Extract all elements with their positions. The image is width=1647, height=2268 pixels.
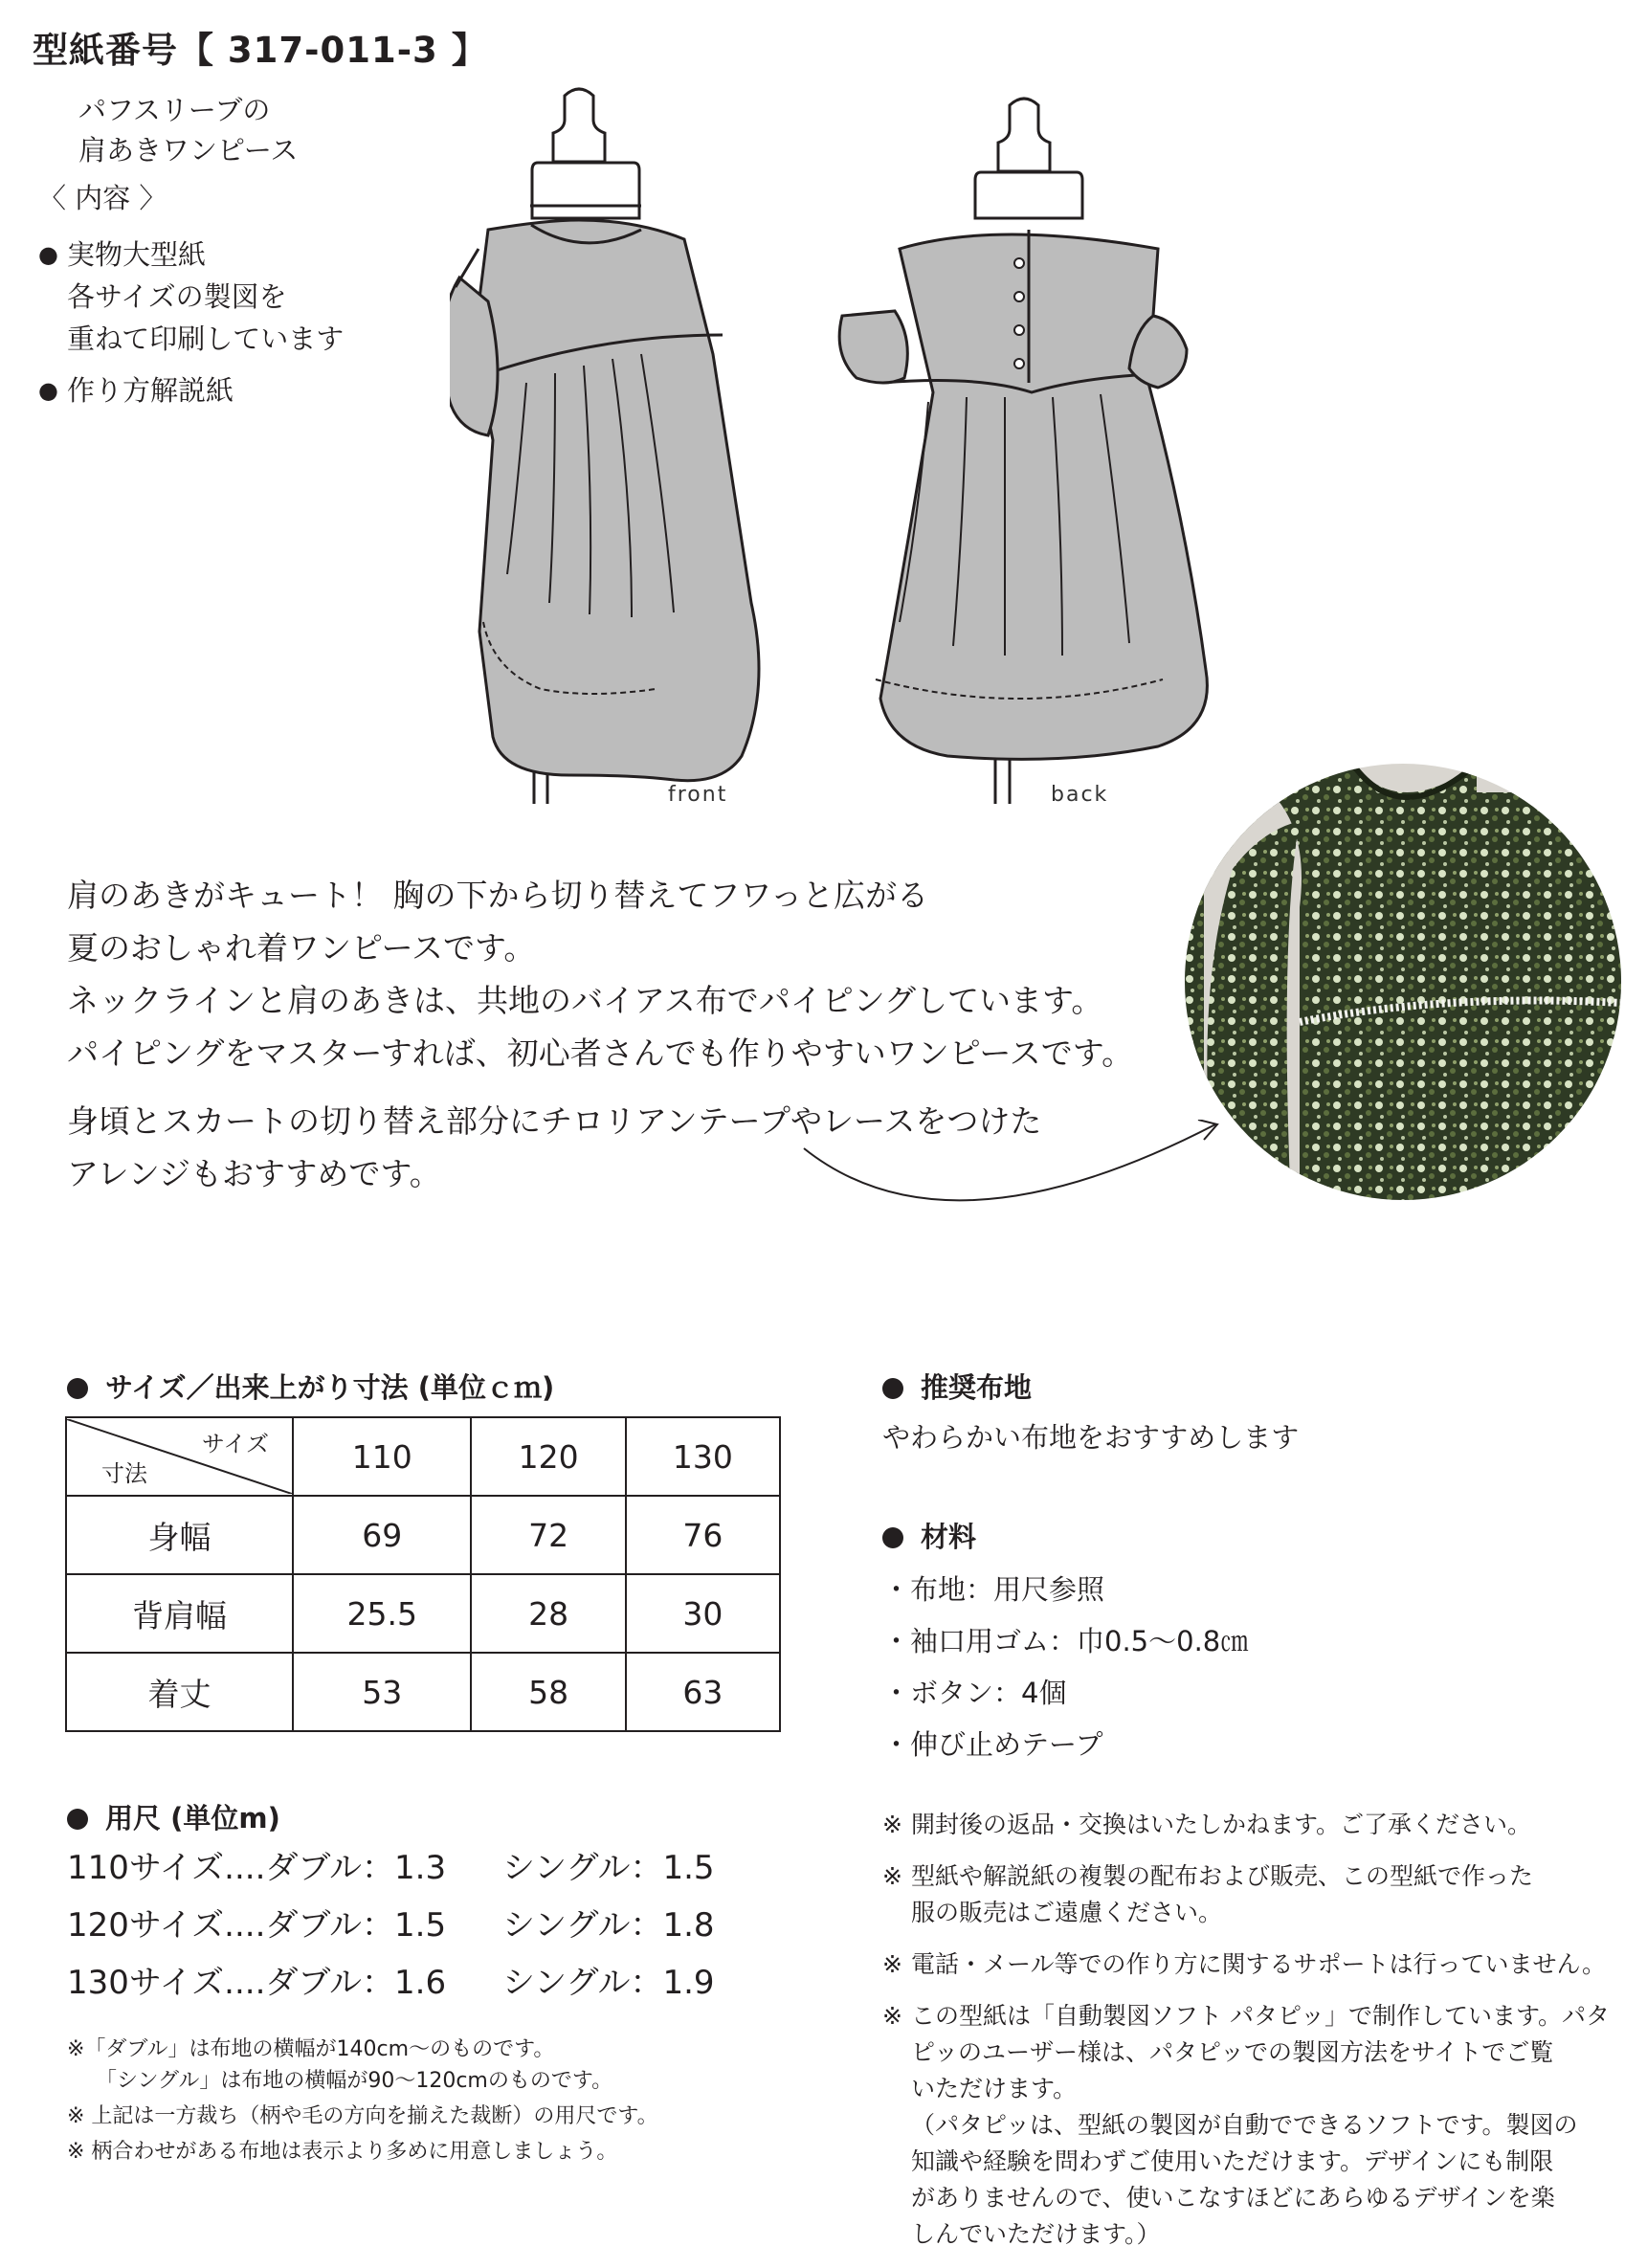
contents-line: 実物大型紙: [67, 238, 207, 271]
table-corner-cell: [66, 1417, 293, 1496]
product-name-line: 肩あきワンピース: [78, 134, 299, 167]
corner-measure-label: 寸法: [101, 1460, 147, 1487]
yardage-row: [67, 1954, 715, 2012]
size-heading-text: サイズ／出来上がり寸法 (単位ｃｍ): [105, 1371, 555, 1404]
notices: [882, 1807, 1610, 2268]
contents-line: 作り方解説紙: [67, 374, 234, 407]
yardage-double: 110サイズ....ダブル：1.3: [67, 1849, 447, 1887]
front-dress-illustration: [450, 86, 794, 813]
product-name: [78, 90, 298, 170]
table-cell: 53: [293, 1653, 471, 1731]
materials-heading-text: 材料: [921, 1521, 977, 1553]
fabric-heading: [882, 1367, 1032, 1406]
table-row: [66, 1653, 780, 1731]
notice-line: がありませんので、使いこなすほどにあらゆるデザインを楽: [911, 2184, 1555, 2212]
row-label: 身幅: [66, 1496, 293, 1574]
contents-heading: 〈 内容 〉: [38, 182, 167, 214]
yardage-row: [67, 1839, 715, 1897]
notice-item: [882, 1946, 1610, 1983]
bullet-icon: ●: [38, 241, 58, 268]
description-line: 夏のおしゃれ着ワンピースです。: [67, 929, 536, 967]
notice-line: 知識や経験を問わずご使用いただけます。デザインにも制限: [911, 2147, 1554, 2175]
column-header: 130: [626, 1417, 780, 1496]
notice-item: [882, 1998, 1610, 2253]
description-line: 肩のあきがキュート！ 胸の下から切り替えてフワっと広がる: [67, 877, 929, 914]
size-table: [65, 1416, 781, 1732]
bullet-icon: [882, 1527, 903, 1548]
yardage-list: [67, 1839, 715, 2012]
description-line: ネックラインと肩のあきは、共地のバイアス布でパイピングしています。: [67, 982, 1103, 1019]
page-title: 型紙番号【 317-011-3 】: [33, 30, 488, 71]
bullet-icon: [67, 1378, 88, 1399]
yardage-row: [67, 1897, 715, 1954]
yardage-note: ※「ダブル」は布地の横幅が140cm〜のものです。: [67, 2037, 555, 2061]
sample-photo: [1185, 764, 1621, 1200]
notice-item: [882, 1858, 1610, 1931]
table-cell: 63: [626, 1653, 780, 1731]
notice-mark: ※: [882, 2002, 902, 2030]
notice-mark: ※: [882, 1950, 902, 1978]
notice-mark: ※: [882, 1811, 902, 1838]
materials-item: ・布地：用尺参照: [882, 1573, 1105, 1606]
notice-line: この型紙は「自動製図ソフト パタピッ」で制作しています。パタ: [911, 2002, 1610, 2030]
materials-item: ・袖口用ゴム：巾0.5〜0.8㎝: [882, 1625, 1249, 1657]
notice-line: いただけます。: [911, 2075, 1078, 2102]
table-cell: 28: [471, 1574, 625, 1653]
notice-line: 電話・メール等での作り方に関するサポートは行っていません。: [911, 1950, 1607, 1978]
corner-size-label: サイズ: [201, 1431, 269, 1457]
notice-line: しんでいただけます。）: [911, 2220, 1161, 2248]
table-cell: 72: [471, 1496, 625, 1574]
yardage-note: ※ 柄合わせがある布地は表示より多めに用意しましょう。: [67, 2140, 618, 2164]
table-cell: 58: [471, 1653, 625, 1731]
notice-line: 服の販売はご遠慮ください。: [911, 1899, 1223, 1926]
contents-item: [38, 369, 344, 411]
back-dress-illustration: [823, 96, 1225, 813]
column-header: 120: [471, 1417, 625, 1496]
description-line: アレンジもおすすめです。: [67, 1155, 441, 1192]
bullet-icon: ●: [38, 377, 58, 404]
notice-line: ピッのユーザー様は、パタピッでの製図方法をサイトでご覧: [911, 2038, 1554, 2066]
contents-list: [38, 233, 344, 421]
contents-line: 重ねて印刷しています: [67, 322, 345, 355]
materials-heading: [882, 1516, 976, 1555]
yardage-heading: [67, 1797, 280, 1836]
description-line: パイピングをマスターすれば、初心者さんでも作りやすいワンピースです。: [67, 1034, 1134, 1072]
table-cell: 30: [626, 1574, 780, 1653]
notice-line: 型紙や解説紙の複製の配布および販売、この型紙で作った: [911, 1862, 1534, 1890]
column-header: 110: [293, 1417, 471, 1496]
back-label: back: [1051, 783, 1109, 807]
product-name-line: パフスリーブの: [78, 94, 271, 126]
bullet-icon: [882, 1378, 903, 1399]
table-row: [66, 1417, 780, 1496]
fabric-text: やわらかい布地をおすすめします: [882, 1421, 1300, 1454]
notice-item: [882, 1807, 1610, 1843]
table-cell: 25.5: [293, 1574, 471, 1653]
arrow-icon: [785, 1120, 1244, 1234]
yardage-heading-text: 用尺 (単位m): [105, 1802, 280, 1834]
yardage-single: シングル：1.5: [502, 1849, 715, 1887]
size-heading: [67, 1367, 554, 1406]
yardage-note: ※ 上記は一方裁ち（柄や毛の方向を揃えた裁断）の用尺です。: [67, 2104, 658, 2128]
yardage-double: 130サイズ....ダブル：1.6: [67, 1964, 447, 2002]
description-line: 身頃とスカートの切り替え部分にチロリアンテープやレースをつけた: [67, 1102, 1042, 1140]
yardage-single: シングル：1.8: [502, 1906, 715, 1945]
table-row: [66, 1496, 780, 1574]
contents-item: [38, 233, 344, 360]
bullet-icon: [67, 1809, 88, 1830]
yardage-double: 120サイズ....ダブル：1.5: [67, 1906, 447, 1945]
contents-line: 各サイズの製図を: [67, 280, 287, 313]
notice-mark: ※: [882, 1862, 902, 1890]
fabric-heading-text: 推奨布地: [921, 1371, 1033, 1404]
notice-line: 開封後の返品・交換はいたしかねます。ご了承ください。: [911, 1811, 1532, 1838]
yardage-notes: [67, 2034, 658, 2168]
row-label: 着丈: [66, 1653, 293, 1731]
materials-item: ・ボタン：4個: [882, 1677, 1067, 1709]
materials-list: [882, 1564, 1248, 1770]
table-cell: 69: [293, 1496, 471, 1574]
yardage-single: シングル：1.9: [502, 1964, 715, 2002]
materials-item: ・伸び止めテープ: [882, 1728, 1103, 1761]
yardage-note: 「シングル」は布地の横幅が90〜120cmのものです。: [96, 2069, 613, 2093]
table-row: [66, 1574, 780, 1653]
row-label: 背肩幅: [66, 1574, 293, 1653]
table-cell: 76: [626, 1496, 780, 1574]
notice-line: （パタピッは、型紙の製図が自動でできるソフトです。製図の: [911, 2111, 1578, 2139]
front-label: front: [668, 783, 728, 807]
